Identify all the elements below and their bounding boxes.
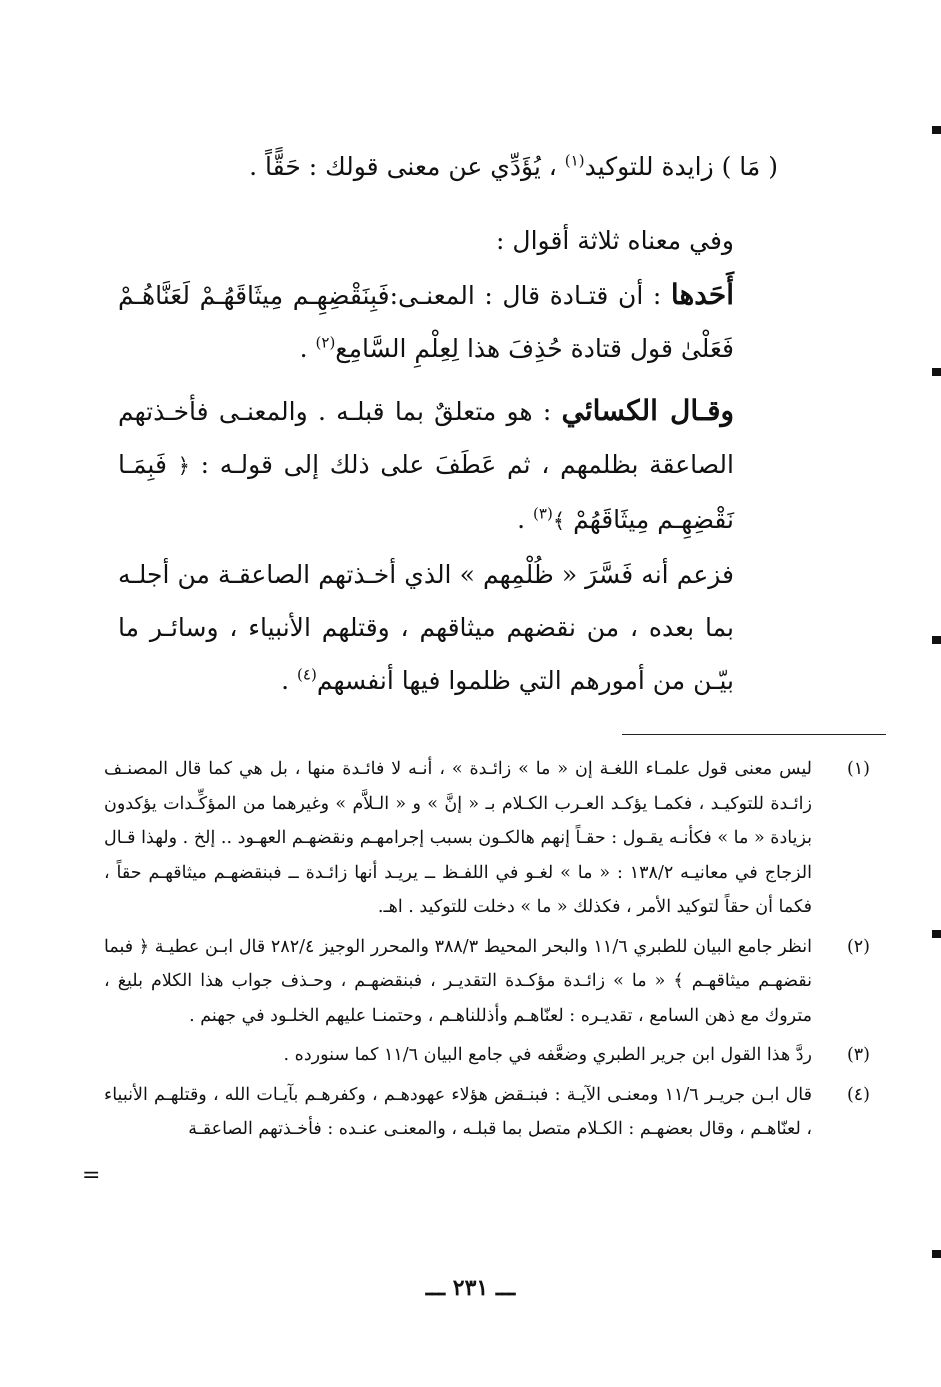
paragraph-3-text-b: . bbox=[299, 334, 316, 363]
paragraph-1-text-a: ( مَا ) زايدة للتوكيد bbox=[584, 152, 778, 181]
edge-mark bbox=[932, 930, 941, 938]
quran-bracket-open: ﴿ bbox=[177, 454, 190, 478]
footnote-text: ليس معنى قول علمـاء اللغـة إن « ما » زائـدة » ، أنـه لا فائـدة منها ، بل هي كما قال المصنـف زائـدة للتوكيـد ، فكمـا يؤكـد العـرب الكـلام بـ « إنَّ » و « الـلاَّم » وغيرهما من المؤكِّـدات يؤكدون بزيادة « ما » فكأنـه يقـول : حقـاً إنهم هالكـون بسبب إجرامهـم ونقضهـم العهـود .. إلخ . ولهذا قـال الزجاج في معانيـه ١٣٨/٢ : « ما » لغـو في اللفـظ ــ يريـد أنها زائـدة ــ فبنقضهـم ميثاقهـم حقاً ، فكما أن حقاً لتوكيد الأمر ، فكذلك « ما » دخلت للتوكيد . اهـ. bbox=[104, 759, 812, 917]
footnote-text: ردَّ هذا القول ابن جرير الطبري وضعَّفه في جامع البيان ١١/٦ كما سنورده . bbox=[283, 1045, 812, 1065]
paragraph-4-lead: وقـال الكسائي bbox=[561, 394, 734, 427]
edge-mark bbox=[932, 636, 941, 644]
footnote-text: انظر جامع البيان للطبري ١١/٦ والبحر المحيط ٣٨٨/٣ والمحرر الوجيز ٢٨٢/٤ قال ابـن عطيـة ﴿ فبما نقضهـم ميثاقهـم ﴾ « ما » زائـدة مؤكـدة التقديـر ، فبنقضهـم ، وحـذف جواب هذا الكلام بليغ ، متروك مع ذهن السامع ، تقديـره : لعنّاهـم وأذللناهـم ، وحتمنـا عليهم الخلـود في جهنم . bbox=[104, 936, 812, 1026]
quran-quote: فَبِمَـا نَقْضِهِـم مِيثَاقَهُمْ bbox=[118, 450, 734, 534]
paragraph-5-text-a: فزعم أنه فَسَّرَ « ظُلْمِهم » الذي أخـذتهم الصاعقـة من أجلـه بما بعده ، من نقضهم ميثاقهم ، وقتلهم الأنبياء ، وسائـر ما بيّـن من أمورهم التي ظلموا فيها أنفسهم bbox=[118, 560, 734, 695]
paragraph-1-text-b: ، يُؤَدِّي عن معنى قولك : حَقًّاً . bbox=[249, 152, 565, 181]
footnote bbox=[104, 752, 870, 925]
footnote bbox=[104, 1038, 870, 1073]
footnote-number: (٣) bbox=[846, 1045, 870, 1065]
quran-bracket-close: ﴾ bbox=[552, 509, 566, 533]
paragraph-4-text-b: . bbox=[517, 505, 534, 534]
footnotes bbox=[104, 752, 870, 1152]
continuation-mark: = bbox=[82, 1163, 101, 1188]
edge-mark bbox=[932, 368, 941, 376]
paragraph-4-text-a: : هو متعلقٌ بما قبلـه . والمعنـى فأخـذتهم الصاعقة بظلمهم ، ثم عَطَفَ على ذلك إلى قولـه : bbox=[118, 397, 734, 479]
footnote-ref-4: (٤) bbox=[297, 665, 317, 684]
paragraph-2 bbox=[118, 214, 778, 267]
paragraph-5 bbox=[118, 548, 778, 707]
footnote bbox=[104, 1078, 870, 1147]
footnote-ref-2: (٢) bbox=[315, 333, 336, 352]
paragraph-4 bbox=[118, 384, 778, 548]
footnote-number: (١) bbox=[846, 759, 870, 779]
footnote-ref-3: (٣) bbox=[533, 504, 553, 523]
paragraph-3-text-a: : أن قتـادة قال : المعنـى:فَبِنَقْضِهِـم مِيثَاقَهُـمْ لَعَنَّاهُـمْ فَعَلْىٰ قول قتادة حُذِفَ هذا لِعِلْمِ السَّامِع bbox=[118, 281, 734, 363]
paragraph-5-text-b: . bbox=[281, 666, 298, 695]
paragraph-3 bbox=[118, 268, 778, 375]
paragraph-2-text: وفي معناه ثلاثة أقوال : bbox=[496, 226, 734, 255]
edge-mark bbox=[932, 1250, 941, 1258]
footnote-number: (٤) bbox=[846, 1084, 870, 1105]
footnote-ref-1: (١) bbox=[564, 151, 585, 170]
edge-mark bbox=[932, 126, 941, 134]
footnote bbox=[104, 930, 870, 1034]
footnote-number: (٢) bbox=[846, 936, 870, 957]
footnote-text: قال ابـن جريـر ١١/٦ ومعنـى الآيـة : فبنـقض هؤلاء عهودهـم ، وكفرهـم بآيـات الله ، وقتلهـم الأنبياء ، لعنّاهـم ، وقال بعضهـم : الكـلام متصل بما قبلـه ، والمعنـى عنـده : فأخـذتهم الصاعقـة bbox=[104, 1084, 812, 1139]
paragraph-3-lead: أَحَدها bbox=[670, 278, 734, 311]
page-number: ـــ ٢٣١ ـــ bbox=[425, 1275, 516, 1301]
footnote-separator bbox=[622, 734, 886, 735]
paragraph-1 bbox=[118, 140, 778, 193]
